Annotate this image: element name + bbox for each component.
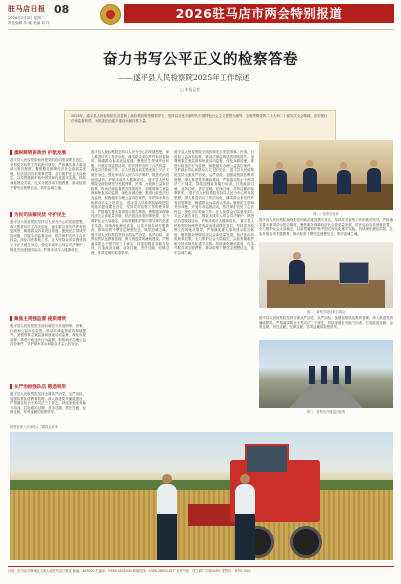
edition-info	[8, 16, 98, 26]
photo-person	[289, 260, 305, 284]
col2-part-c: 遂平县人民检察院始终把党的政治建设摆在首位，坚持党对检察工作的绝对领导，严格落实重大事项请示报告制度，聚焦服务保障经济社会高质量发展，依法惩治各类刑事犯罪，全力维护社会大局稳定，以检察履职护航中国式现代化遂平实践。持续深化理论武装，扎实开展各项专题教育，推动检察干警坚定理想信念、筑牢忠诚之魂。	[91, 200, 169, 233]
photo-caption-4: 检察官深入田间地头了解群众诉求	[10, 425, 58, 429]
photo-person	[367, 168, 381, 192]
edition-editors: 责任编辑 李 娜 美编 刘 洋	[8, 21, 50, 25]
photo-person	[273, 170, 287, 194]
photo-meeting	[259, 140, 393, 210]
photo-desk	[267, 280, 385, 308]
photo-person	[345, 366, 351, 384]
column-3-text	[174, 150, 254, 428]
photo-person-head	[306, 160, 313, 167]
article-title: 奋力书写公平正义的检察答卷	[103, 51, 298, 68]
column-4-text-a: 遂平县人民检察院始终把党的政治建设摆在首位，坚持党对检察工作的绝对领导，严格落实重大事项请示报告制度，聚焦服务保障经济社会高质量发展，依法惩治各类刑事犯罪，全力维护社会大局稳定，以检察履职护航中国式现代化遂平实践。持续深化理论武装，扎实开展各项专题教育，推动检察干警坚定理想信念、筑牢忠诚之魂。	[259, 218, 393, 236]
photo-harvester	[10, 432, 393, 560]
emblem-icon	[100, 4, 121, 25]
photo-monitor	[339, 262, 369, 284]
footer-info: 社址：驻马店市驿城区文明大道驻马店日报社 邮编：463000 总编室：0396-2805000 新闻热线：0396-2805110 广告许可证：驻工商广字第008号 零售价：每份1.50元	[8, 569, 252, 573]
col3-part-c: 遂平县人民检察院坚持以人民为中心的发展思想，深入推进信访工作法治化，落实群众来信件件有回复制度，畅通群众诉求表达渠道。聚焦民生领域突出问题，开展专项监督活动，依法保护农民工合法权益，深化司法救助工作，让人民群众切实感受到公平正义就在身边。强化未成年人综合司法保护，推进法治进校园活动，护航未成年人健康成长。	[174, 191, 254, 223]
section-heading-2: 为民司法解民忧 守护民生	[10, 212, 66, 218]
photo-officer-head	[240, 474, 250, 484]
col2-part-b: 遂平县人民检察院全面协调充分发展刑事、民事、行政和公益诉讼检察，推动法律监督质效持续提升。加强刑事立案监督和侦查活动监督，深化诉源治理，推进行政违法行为监督，积极稳妥办理公益诉讼案件，守护绿水青山和群众舌尖上的安全。	[91, 177, 169, 205]
photo-person	[333, 366, 339, 384]
header-divider	[8, 29, 394, 30]
photo-officer-head	[162, 474, 172, 484]
section-text-2: 遂平县人民检察院坚持以人民为中心的发展思想，深入推进信访工作法治化，落实群众来信件件有回复制度，畅通群众诉求表达渠道。聚焦民生领域突出问题，开展专项监督活动，依法保护农民工合法权益，深化司法救助工作，让人民群众切实感受到公平正义就在身边。强化未成年人综合司法保护，推进法治进校园活动，护航未成年人健康成长。	[10, 220, 86, 252]
section-heading-4: 从严治检强队伍 锻造铁军	[10, 384, 66, 390]
photo-wheel	[290, 526, 322, 558]
article-subtitle: ——遂平县人民检察院2025年工作综述	[118, 73, 250, 82]
section-heading-1: 旗帜鲜明讲政治 护航发展	[10, 150, 66, 156]
photo-caption-2: 图二：检察官接待来访群众	[306, 310, 346, 314]
photo-caption-1: 图一：检察官座谈	[313, 212, 339, 216]
column-4-text-b: 遂平县人民检察院坚持全面从严治党、从严治检，加强检察队伍教育管理，深入推进党风廉政建设，严格落实防止干预司法三个规定，持续加强业务能力培训，打造政治过硬、业务过硬、责任过硬、纪律过硬、作风过硬的检察铁军。	[259, 316, 393, 330]
photo-person-head	[276, 162, 283, 169]
photo-officer	[157, 484, 177, 514]
photo-person-head	[370, 160, 377, 167]
newspaper-logo: 驻马店日报	[8, 4, 46, 13]
col2-part-d: 遂平县人民检察院坚持全面从严治党、从严治检，加强检察队伍教育管理，深入推进党风廉政建设，严格落实防止干预司法三个规定，持续加强业务能力培训，打造政治过硬、业务过硬、责任过硬、纪律过硬、作风过硬的检察铁军。	[91, 232, 169, 256]
column-2-text	[91, 150, 169, 428]
section-text-1: 遂平县人民检察院始终把党的政治建设摆在首位，坚持党对检察工作的绝对领导，严格落实重大事项请示报告制度，聚焦服务保障经济社会高质量发展，依法惩治各类刑事犯罪，全力维护社会大局稳定，以检察履职护航中国式现代化遂平实践。持续深化理论武装，扎实开展各项专题教育，推动检察干警坚定理想信念、筑牢忠诚之魂。	[10, 158, 86, 190]
photo-officer	[235, 484, 255, 514]
photo-person-head	[293, 252, 301, 260]
photo-officer-legs	[235, 514, 255, 560]
photo-officer-legs	[157, 514, 177, 560]
photo-road-surface	[289, 380, 363, 408]
photo-person	[337, 170, 351, 194]
lead-paragraph: 2025年，遂平县人民检察院在县委和上级检察院的坚强领导下，坚持以习近平新时代中国特色社会主义思想为指导，全面贯彻党的二十大和二十届历次全会精神，忠实履行法律监督职责，为推进法治遂平建设贡献检察力量。	[64, 110, 336, 142]
photo-person-head	[340, 162, 347, 169]
photo-caption-3: 图三：检察官开展巡回检察	[306, 410, 346, 414]
photo-office	[259, 242, 393, 308]
edition-date: 2026年2月3日 星期二	[8, 16, 45, 20]
footer-divider	[8, 566, 394, 567]
photo-road	[259, 340, 393, 408]
photo-person	[303, 168, 317, 192]
section-text-4: 遂平县人民检察院坚持全面从严治党、从严治检，加强检察队伍教育管理，深入推进党风廉政建设，严格落实防止干预司法三个规定，持续加强业务能力培训，打造政治过硬、业务过硬、责任过硬、纪律过硬、作风过硬的检察铁军。	[10, 392, 86, 415]
section-text-3: 遂平县人民检察院全面协调充分发展刑事、民事、行政和公益诉讼检察，推动法律监督质效持续提升。加强刑事立案监督和侦查活动监督，深化诉源治理，推进行政违法行为监督，积极稳妥办理公益诉讼案件，守护绿水青山和群众舌尖上的安全。	[10, 324, 86, 347]
photo-person	[321, 366, 327, 384]
photo-person	[309, 366, 315, 384]
masthead	[0, 0, 401, 40]
article-byline: □ 本报记者	[180, 87, 200, 92]
col3-part-d: 遂平县人民检察院始终把党的政治建设摆在首位，坚持党对检察工作的绝对领导，严格落实重大事项请示报告制度，聚焦服务保障经济社会高质量发展，依法惩治各类刑事犯罪，全力维护社会大局稳定，以检察履职护航中国式现代化遂平实践。持续深化理论武装，扎实开展各项专题教育，推动检察干警坚定理想信念、筑牢忠诚之魂。	[174, 218, 254, 256]
section-heading-3: 聚焦主责强监督 提质增效	[10, 316, 66, 322]
col3-part-a: 遂平县人民检察院全面协调充分发展刑事、民事、行政和公益诉讼检察，推动法律监督质效持续提升。加强刑事立案监督和侦查活动监督，深化诉源治理，推进行政违法行为监督，积极稳妥办理公益诉讼案件，守护绿水青山和群众舌尖上的安全。	[174, 150, 254, 173]
col3-part-b: 遂平县人民检察院坚持全面从严治党、从严治检，加强检察队伍教育管理，深入推进党风廉政建设，严格落实防止干预司法三个规定，持续加强业务能力培训，打造政治过硬、业务过硬、责任过硬、纪律过硬、作风过硬的检察铁军。	[174, 168, 254, 196]
section-banner: 2026驻马店市两会特别报道	[124, 4, 394, 23]
page-number: 08	[54, 3, 70, 16]
photo-harvester-cab	[245, 444, 289, 474]
col2-part-a: 遂平县人民检察院坚持以人民为中心的发展思想，深入推进信访工作法治化，落实群众来信件件有回复制度，畅通群众诉求表达渠道。聚焦民生领域突出问题，开展专项监督活动，依法保护农民工合法权益，深化司法救助工作，让人民群众切实感受到公平正义就在身边。强化未成年人综合司法保护，推进法治进校园活动，护航未成年人健康成长。	[91, 150, 169, 182]
